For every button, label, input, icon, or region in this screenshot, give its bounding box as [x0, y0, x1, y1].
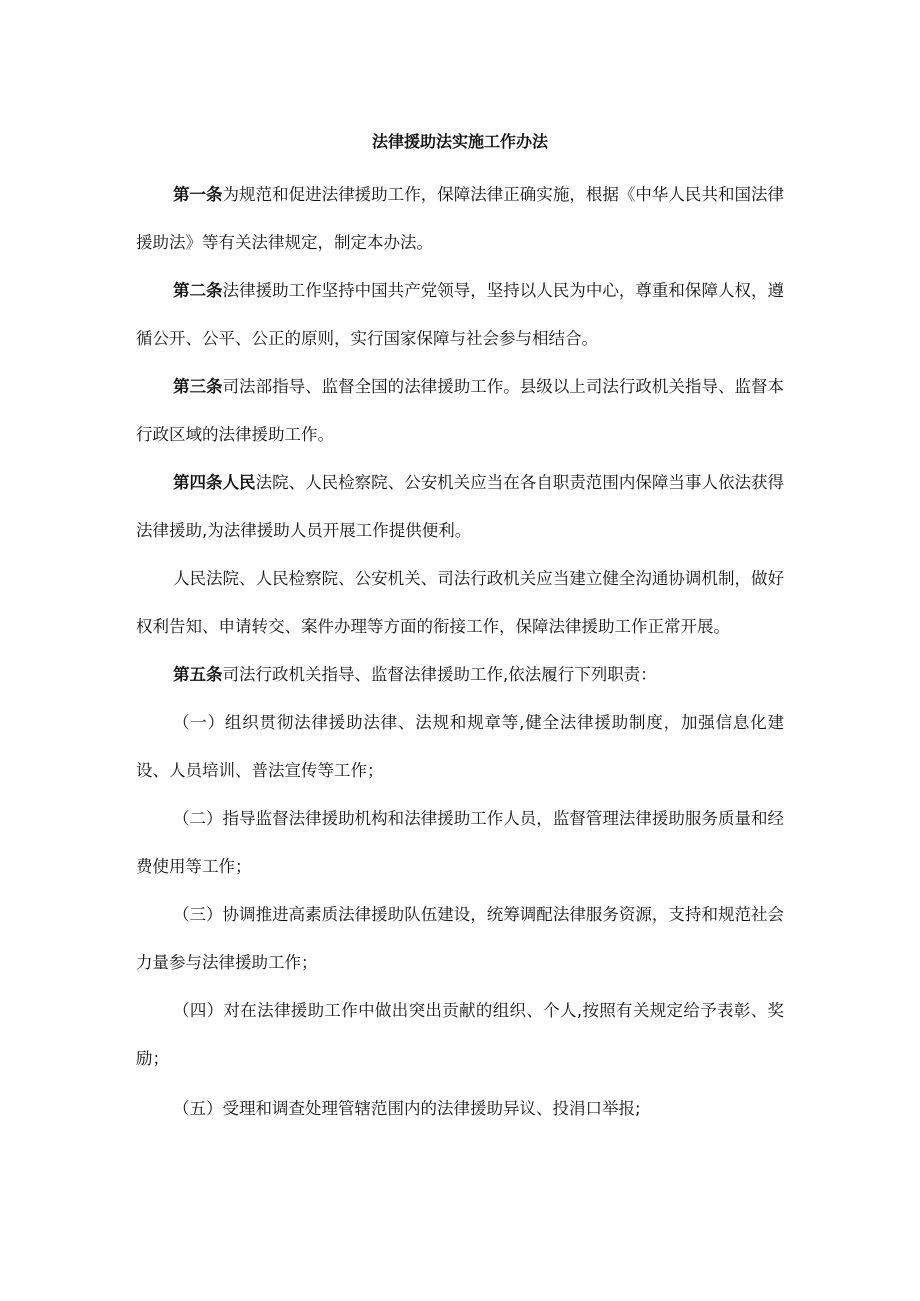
article-2-text: 法律援助工作坚持中国共产党领导，坚持以人民为中心，尊重和保障人权，遵循公开、公平、公正的原则，实行国家保障与社会参与相结合。 [136, 281, 785, 348]
article-2-paragraph [136, 267, 784, 363]
duty-item-2-text: （二）指导监督法律援助机构和法律援助工作人员，监督管理法律援助服务质量和经费使用等工作； [136, 809, 784, 876]
duty-item-5 [136, 1085, 784, 1133]
article-3-heading: 第三条 [173, 377, 223, 396]
article-2-heading: 第二条 [173, 281, 223, 300]
article-1-text: 为规范和促进法律援助工作，保障法律正确实施，根据《中华人民共和国法律援助法》等有关法律规定，制定本办法。 [136, 185, 785, 252]
duty-item-4-text: （四）对在法律援助工作中做出突出贡献的组织、个人,按照有关规定给予表彰、奖励； [136, 1001, 784, 1068]
article-1-heading: 第一条 [173, 185, 223, 204]
duty-item-1 [136, 699, 784, 795]
duty-item-3-text: （三）协调推进高素质法律援助队伍建设，统筹调配法律服务资源，支持和规范社会力量参与法律援助工作； [136, 905, 784, 972]
article-5-text: 司法行政机关指导、监督法律援助工作,依法履行下列职责： [222, 665, 657, 684]
duty-item-5-text: （五）受理和调查处理管辖范围内的法律援助异议、投涓口举报; [173, 1099, 641, 1118]
duty-item-1-text: （一）组织贯彻法律援助法律、法规和规章等,健全法律援助制度，加强信息化建设、人员培训、普法宣传等工作； [136, 713, 784, 780]
article-1-paragraph [136, 171, 784, 267]
article-4-second-text: 人民法院、人民检察院、公安机关、司法行政机关应当建立健全沟通协调机制，做好权利告知、申请转交、案件办理等方面的衔接工作，保障法律援助工作正常开展。 [136, 569, 784, 636]
article-4-text: 法院、人民检察院、公安机关应当在各自职责范围内保障当事人依法获得法律援助,为法律援助人员开展工作提供便利。 [136, 473, 785, 540]
article-5-heading: 第五条 [173, 665, 223, 684]
article-4-second-paragraph [136, 555, 784, 651]
article-3-paragraph [136, 363, 784, 459]
article-3-text: 司法部指导、监督全国的法律援助工作。县级以上司法行政机关指导、监督本行政区域的法律援助工作。 [136, 377, 785, 444]
article-4-paragraph [136, 459, 784, 555]
duty-item-4 [136, 987, 784, 1083]
duty-item-2 [136, 795, 784, 891]
article-5-paragraph [136, 651, 784, 699]
document-title: 法律援助法实施工作办法 [371, 132, 548, 151]
article-4-heading: 第四条人民 [173, 473, 256, 492]
duty-item-3 [136, 891, 784, 987]
